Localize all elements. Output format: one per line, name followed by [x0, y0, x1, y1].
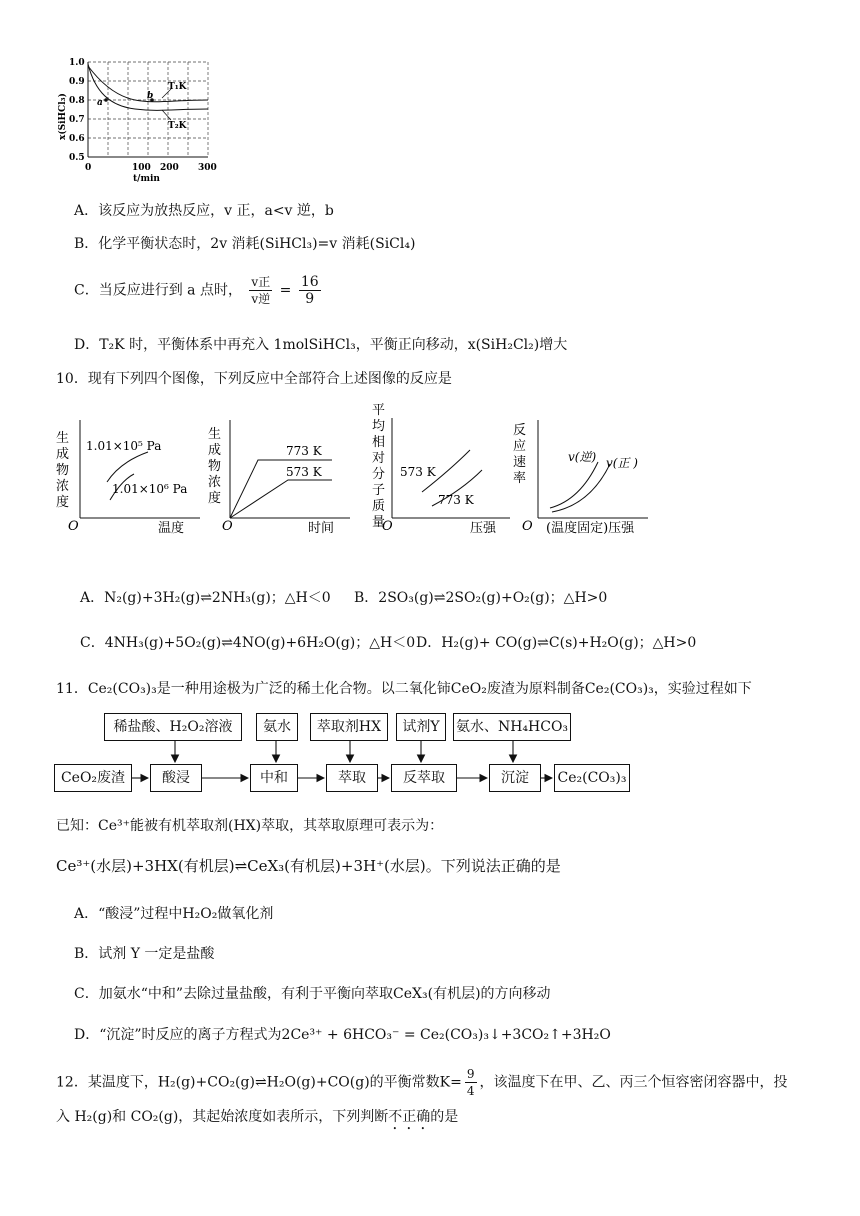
- q11-option-d: D．“沉淀”时反应的离子方程式为2Ce³⁺ + 6HCO₃⁻ = Ce₂(CO₃)₃↓+3CO₂↑+3H₂O: [74, 1027, 611, 1043]
- svg-text:度: 度: [56, 495, 70, 510]
- q10-option-b: B．2SO₃(g)⇌2SO₂(g)+O₂(g)；△H>0: [354, 590, 608, 606]
- flow-reagent: 试剂Y: [396, 713, 446, 741]
- svg-text:分: 分: [372, 467, 386, 482]
- svg-text:时间: 时间: [308, 521, 335, 536]
- xtick: 200: [160, 163, 179, 173]
- ytick: 0.8: [69, 96, 85, 106]
- q11-known-2: Ce³⁺(水层)+3HX(有机层)⇌CeX₃(有机层)+3H⁺(水层)。下列说法正确的是: [56, 857, 561, 875]
- q10-option-d: D．H₂(g)+ CO(g)⇌C(s)+H₂O(g)；△H>0: [416, 635, 697, 651]
- q9-option-a: A．该反应为放热反应，v 正，a<v 逆，b: [74, 203, 334, 219]
- fraction: $\frac{\text{v正}}{\text{v逆}}$: [251, 275, 271, 306]
- svg-text:成: 成: [208, 443, 222, 458]
- ytick: 0.5: [69, 153, 85, 163]
- label-t2: T₂K: [168, 121, 187, 131]
- ylabel: x(SiHCl₃): [58, 93, 68, 140]
- svg-text:573 K: 573 K: [286, 465, 322, 479]
- flow-step: 反萃取: [391, 764, 457, 792]
- label-b: b: [147, 91, 154, 101]
- svg-text:773 K: 773 K: [438, 493, 474, 507]
- flow-step: CeO₂废渣: [54, 764, 132, 792]
- flow-step: 沉淀: [489, 764, 541, 792]
- svg-text:平: 平: [372, 403, 386, 418]
- label-a: a: [97, 98, 103, 108]
- svg-text:生: 生: [56, 431, 70, 446]
- svg-text:v(正 ): v(正 ): [606, 456, 638, 470]
- flow-reagent: 氨水、NH₄HCO₃: [453, 713, 571, 741]
- ytick: 0.6: [69, 134, 85, 144]
- svg-text:对: 对: [372, 451, 386, 466]
- svg-text:O: O: [522, 519, 533, 534]
- q9-option-b: B．化学平衡状态时，2v 消耗(SiHCl₃)=v 消耗(SiCl₄): [74, 236, 416, 252]
- svg-text:成: 成: [56, 447, 70, 462]
- q11-option-c: C．加氨水“中和”去除过量盐酸，有利于平衡向萃取CeX₃(有机层)的方向移动: [74, 986, 551, 1002]
- svg-text:1.01×10⁶ Pa: 1.01×10⁶ Pa: [112, 482, 188, 496]
- svg-text:反: 反: [513, 423, 527, 438]
- flow-step: 萃取: [326, 764, 378, 792]
- flow-reagent: 氨水: [256, 713, 298, 741]
- q12-stem-line1: 12．某温度下，H₂(g)+CO₂(g)⇌H₂O(g)+CO(g)的平衡常数K= $\frac{9}{4}$ ，该温度下在甲、乙、丙三个恒容密闭容器中，投: [56, 1067, 788, 1098]
- xtick: 300: [198, 163, 217, 173]
- ytick: 1.0: [69, 58, 85, 68]
- flow-reagent: 萃取剂HX: [310, 713, 388, 741]
- svg-text:质: 质: [372, 499, 386, 514]
- xtick: 0: [85, 163, 92, 173]
- svg-text:生: 生: [208, 427, 222, 442]
- label-t1: T₁K: [168, 82, 187, 92]
- flow-step: Ce₂(CO₃)₃: [554, 764, 630, 792]
- q9-option-c-text: C．当反应进行到 a 点时，: [74, 282, 242, 299]
- svg-text:子: 子: [372, 483, 386, 498]
- ytick: 0.9: [69, 77, 85, 87]
- fraction: $\frac{16}{9}$: [300, 274, 319, 307]
- svg-text:573 K: 573 K: [400, 465, 436, 479]
- svg-text:压强: 压强: [470, 521, 497, 536]
- svg-text:773 K: 773 K: [286, 444, 322, 458]
- q11-stem: 11．Ce₂(CO₃)₃是一种用途极为广泛的稀土化合物。以二氧化铈CeO₂废渣为原料制备Ce₂(CO₃)₃，实验过程如下: [56, 681, 752, 697]
- svg-text:物: 物: [208, 459, 222, 474]
- svg-text:温度: 温度: [158, 521, 185, 536]
- flow-reagent: 稀盐酸、H₂O₂溶液: [104, 713, 242, 741]
- fraction: $\frac{9}{4}$: [466, 1067, 475, 1098]
- svg-text:应: 应: [513, 439, 527, 454]
- q11-option-b: B．试剂 Y 一定是盐酸: [74, 946, 215, 962]
- svg-text:v(逆): v(逆): [568, 450, 597, 464]
- svg-text:均: 均: [372, 419, 386, 434]
- svg-text:物: 物: [56, 463, 70, 478]
- xtick: 100: [132, 163, 151, 173]
- svg-text:O: O: [382, 519, 393, 534]
- q10-option-a: A．N₂(g)+3H₂(g)⇌2NH₃(g)；△H＜0: [80, 590, 331, 606]
- svg-text:(温度固定)压强: (温度固定)压强: [546, 521, 635, 536]
- svg-text:1.01×10⁵ Pa: 1.01×10⁵ Pa: [86, 439, 162, 453]
- flow-step: 中和: [250, 764, 298, 792]
- q10-stem: 10．现有下列四个图像，下列反应中全部符合上述图像的反应是: [56, 371, 452, 387]
- q9-option-c: C．当反应进行到 a 点时， $\frac{\text{v正}}{\text{v逆}}$ = $\frac{16}{9}$: [74, 274, 319, 307]
- svg-text:相: 相: [372, 435, 386, 450]
- q12-stem-line2: 入 H₂(g)和 CO₂(g)，其起始浓度如表所示，下列判断不正确的是: [56, 1109, 459, 1125]
- xlabel: t/min: [133, 174, 160, 184]
- ytick: 0.7: [69, 115, 85, 125]
- emphasis-text: 不正确: [388, 1109, 431, 1125]
- svg-text:度: 度: [208, 491, 222, 506]
- svg-text:量: 量: [372, 515, 386, 530]
- flow-step: 酸浸: [150, 764, 202, 792]
- svg-text:O: O: [68, 519, 79, 534]
- svg-text:浓: 浓: [208, 475, 222, 490]
- svg-text:浓: 浓: [56, 479, 70, 494]
- svg-text:率: 率: [513, 471, 527, 486]
- svg-text:速: 速: [513, 455, 527, 470]
- q11-option-a: A．“酸浸”过程中H₂O₂做氧化剂: [74, 906, 274, 922]
- svg-text:O: O: [222, 519, 233, 534]
- q10-option-c: C．4NH₃(g)+5O₂(g)⇌4NO(g)+6H₂O(g)；△H＜0: [80, 635, 416, 651]
- q11-known-1: 已知：Ce³⁺能被有机萃取剂(HX)萃取，其萃取原理可表示为：: [56, 818, 444, 834]
- q9-option-d: D．T₂K 时，平衡体系中再充入 1molSiHCl₃，平衡正向移动，x(SiH₂Cl₂)增大: [74, 337, 568, 353]
